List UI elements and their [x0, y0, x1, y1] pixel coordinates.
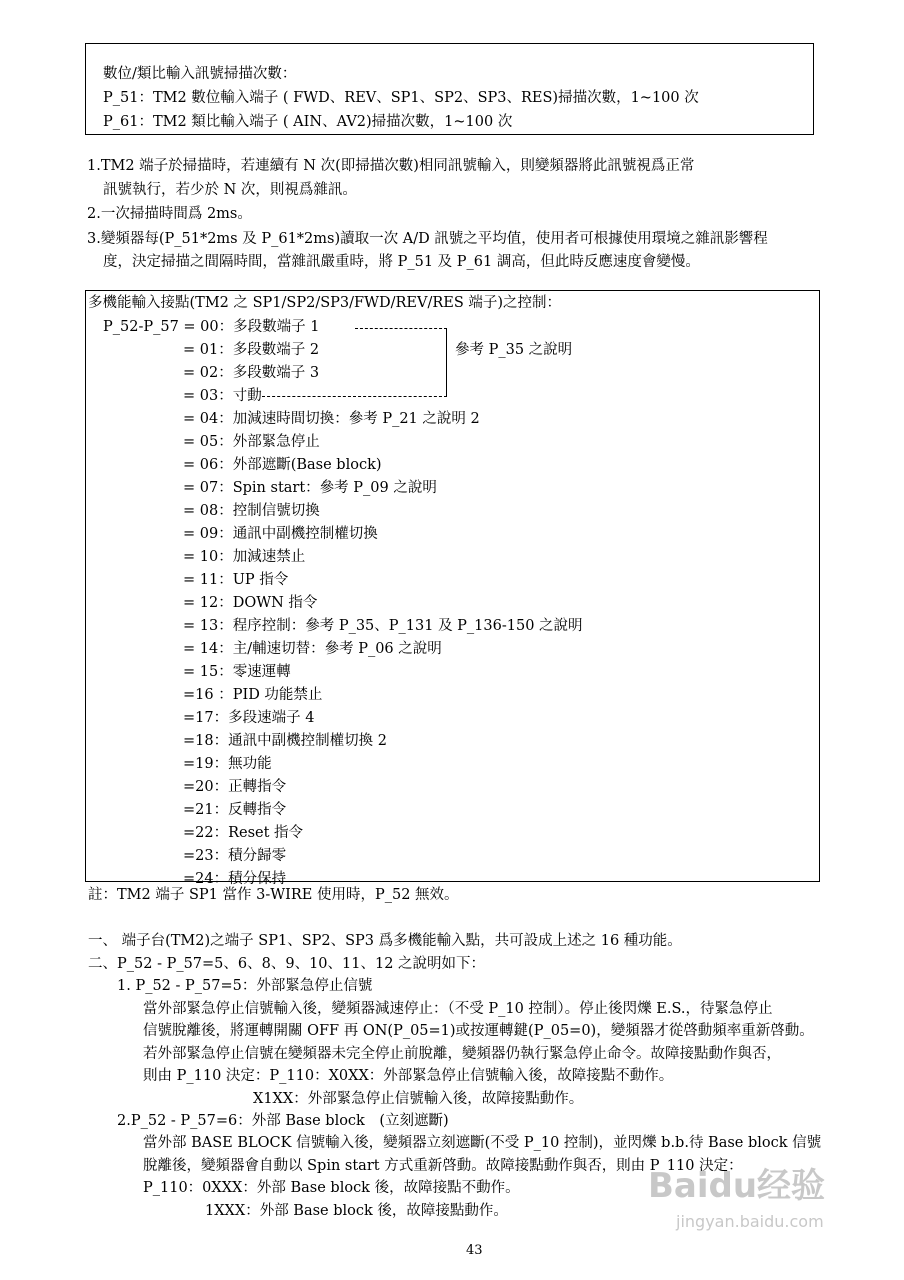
body-line: 則由 P_110 決定：P_110：X0XX：外部緊急停止信號輸入後，故障接點不動作。	[143, 1068, 674, 1084]
body-line: X1XX：外部緊急停止信號輸入後，故障接點動作。	[253, 1091, 584, 1107]
p51-description: P_51：TM2 數位輸入端子 ( FWD、REV、SP1、SP2、SP3、RES)掃描次數，1~100 次	[103, 90, 699, 106]
section-heading: 2.P_52 - P_57=6：外部 Base block (立刻遮斷)	[117, 1113, 449, 1129]
setting-item: =17：多段速端子 4	[183, 710, 315, 726]
setting-item: = 06：外部遮斷(Base block)	[183, 457, 382, 473]
setting-item: =23：積分歸零	[183, 848, 287, 864]
bracket-top-line	[355, 328, 447, 329]
note-1: 1.TM2 端子於掃描時，若連續有 N 次(即掃描次數)相同訊號輸入，則變頻器將此訊號視爲正常	[87, 158, 695, 174]
setting-item: = 14：主/輔速切替：參考 P_06 之說明	[183, 641, 442, 657]
setting-item: = 07：Spin start：參考 P_09 之說明	[183, 480, 437, 496]
note-2: 2.一次掃描時間爲 2ms。	[87, 206, 252, 222]
body-line: 一、 端子台(TM2)之端子 SP1、SP2、SP3 爲多機能輸入點，共可設成上述之 16 種功能。	[88, 933, 682, 949]
bracket-note: 參考 P_35 之說明	[455, 342, 573, 358]
bracket-bottom-line	[262, 396, 447, 397]
watermark-url: jingyan.baidu.com	[676, 1212, 824, 1231]
multifunction-title: 多機能輸入接點(TM2 之 SP1/SP2/SP3/FWD/REV/RES 端子)之控制：	[88, 295, 562, 311]
setting-item: = 02：多段數端子 3	[183, 365, 320, 381]
bracket-vertical-line	[446, 328, 447, 397]
setting-item: = 08：控制信號切換	[183, 503, 320, 519]
body-line: P_110：0XXX：外部 Base block 後，故障接點不動作。	[143, 1180, 520, 1196]
setting-item: = 03：寸動	[183, 388, 262, 404]
body-line: 信號脫離後，將運轉開關 OFF 再 ON(P_05=1)或按運轉鍵(P_05=0)，變頻器才從啓動頻率重新啓動。	[143, 1023, 814, 1039]
setting-item: =18：通訊中副機控制權切換 2	[183, 733, 387, 749]
section-heading: 1. P_52 - P_57=5：外部緊急停止信號	[117, 978, 373, 994]
setting-item: =21：反轉指令	[183, 802, 287, 818]
body-line: 1XXX：外部 Base block 後，故障接點動作。	[205, 1203, 508, 1219]
note-1-cont: 訊號執行，若少於 N 次，則視爲雜訊。	[103, 182, 357, 198]
scan-count-title: 數位/類比輸入訊號掃描次數：	[103, 66, 297, 82]
setting-item: =22：Reset 指令	[183, 825, 304, 841]
setting-item: =16 ：PID 功能禁止	[183, 687, 323, 703]
setting-item: =20：正轉指令	[183, 779, 287, 795]
note-3: 3.變頻器每(P_51*2ms 及 P_61*2ms)讀取一次 A/D 訊號之平均值，使用者可根據使用環境之雜訊影響程	[87, 231, 768, 247]
body-line: 二、P_52 - P_57=5、6、8、9、10、11、12 之說明如下：	[88, 956, 486, 972]
setting-item: = 04：加減速時間切換：參考 P_21 之說明 2	[183, 411, 480, 427]
page-number: 43	[466, 1243, 483, 1258]
body-line: 脫離後，變頻器會自動以 Spin start 方式重新啓動。故障接點動作與否，則由 P_110 決定：	[143, 1158, 743, 1174]
setting-item: = 11：UP 指令	[183, 572, 289, 588]
p61-description: P_61：TM2 類比輸入端子 ( AIN、AV2)掃描次數，1~100 次	[103, 114, 513, 130]
setting-item: =19：無功能	[183, 756, 272, 772]
setting-item: = 13：程序控制：參考 P_35、P_131 及 P_136-150 之說明	[183, 618, 583, 634]
setting-item: = 10：加減速禁止	[183, 549, 306, 565]
body-line: 當外部緊急停止信號輸入後，變頻器減速停止：（不受 P_10 控制）。停止後閃爍 E.S.，待緊急停止	[143, 1001, 773, 1017]
setting-item: = 12：DOWN 指令	[183, 595, 318, 611]
box-footnote: 註：TM2 端子 SP1 當作 3-WIRE 使用時，P_52 無效。	[88, 887, 459, 903]
setting-item: = 05：外部緊急停止	[183, 434, 320, 450]
setting-item: = 15：零速運轉	[183, 664, 291, 680]
watermark-logo: Baidu经验	[648, 1166, 826, 1206]
setting-item: =24：積分保持	[183, 871, 287, 887]
body-line: 若外部緊急停止信號在變頻器未完全停止前脫離，變頻器仍執行緊急停止命令。故障接點動作與否，	[143, 1046, 781, 1062]
setting-item: P_52-P_57 = 00：多段數端子 1	[103, 319, 320, 335]
setting-item: = 01：多段數端子 2	[183, 342, 320, 358]
setting-item: = 09：通訊中副機控制權切換	[183, 526, 378, 542]
body-line: 當外部 BASE BLOCK 信號輸入後，變頻器立刻遮斷(不受 P_10 控制)，並閃爍 b.b.待 Base block 信號	[143, 1135, 822, 1151]
note-3-cont: 度，決定掃描之間隔時間，當雜訊嚴重時，將 P_51 及 P_61 調高，但此時反應速度會變慢。	[103, 254, 700, 270]
